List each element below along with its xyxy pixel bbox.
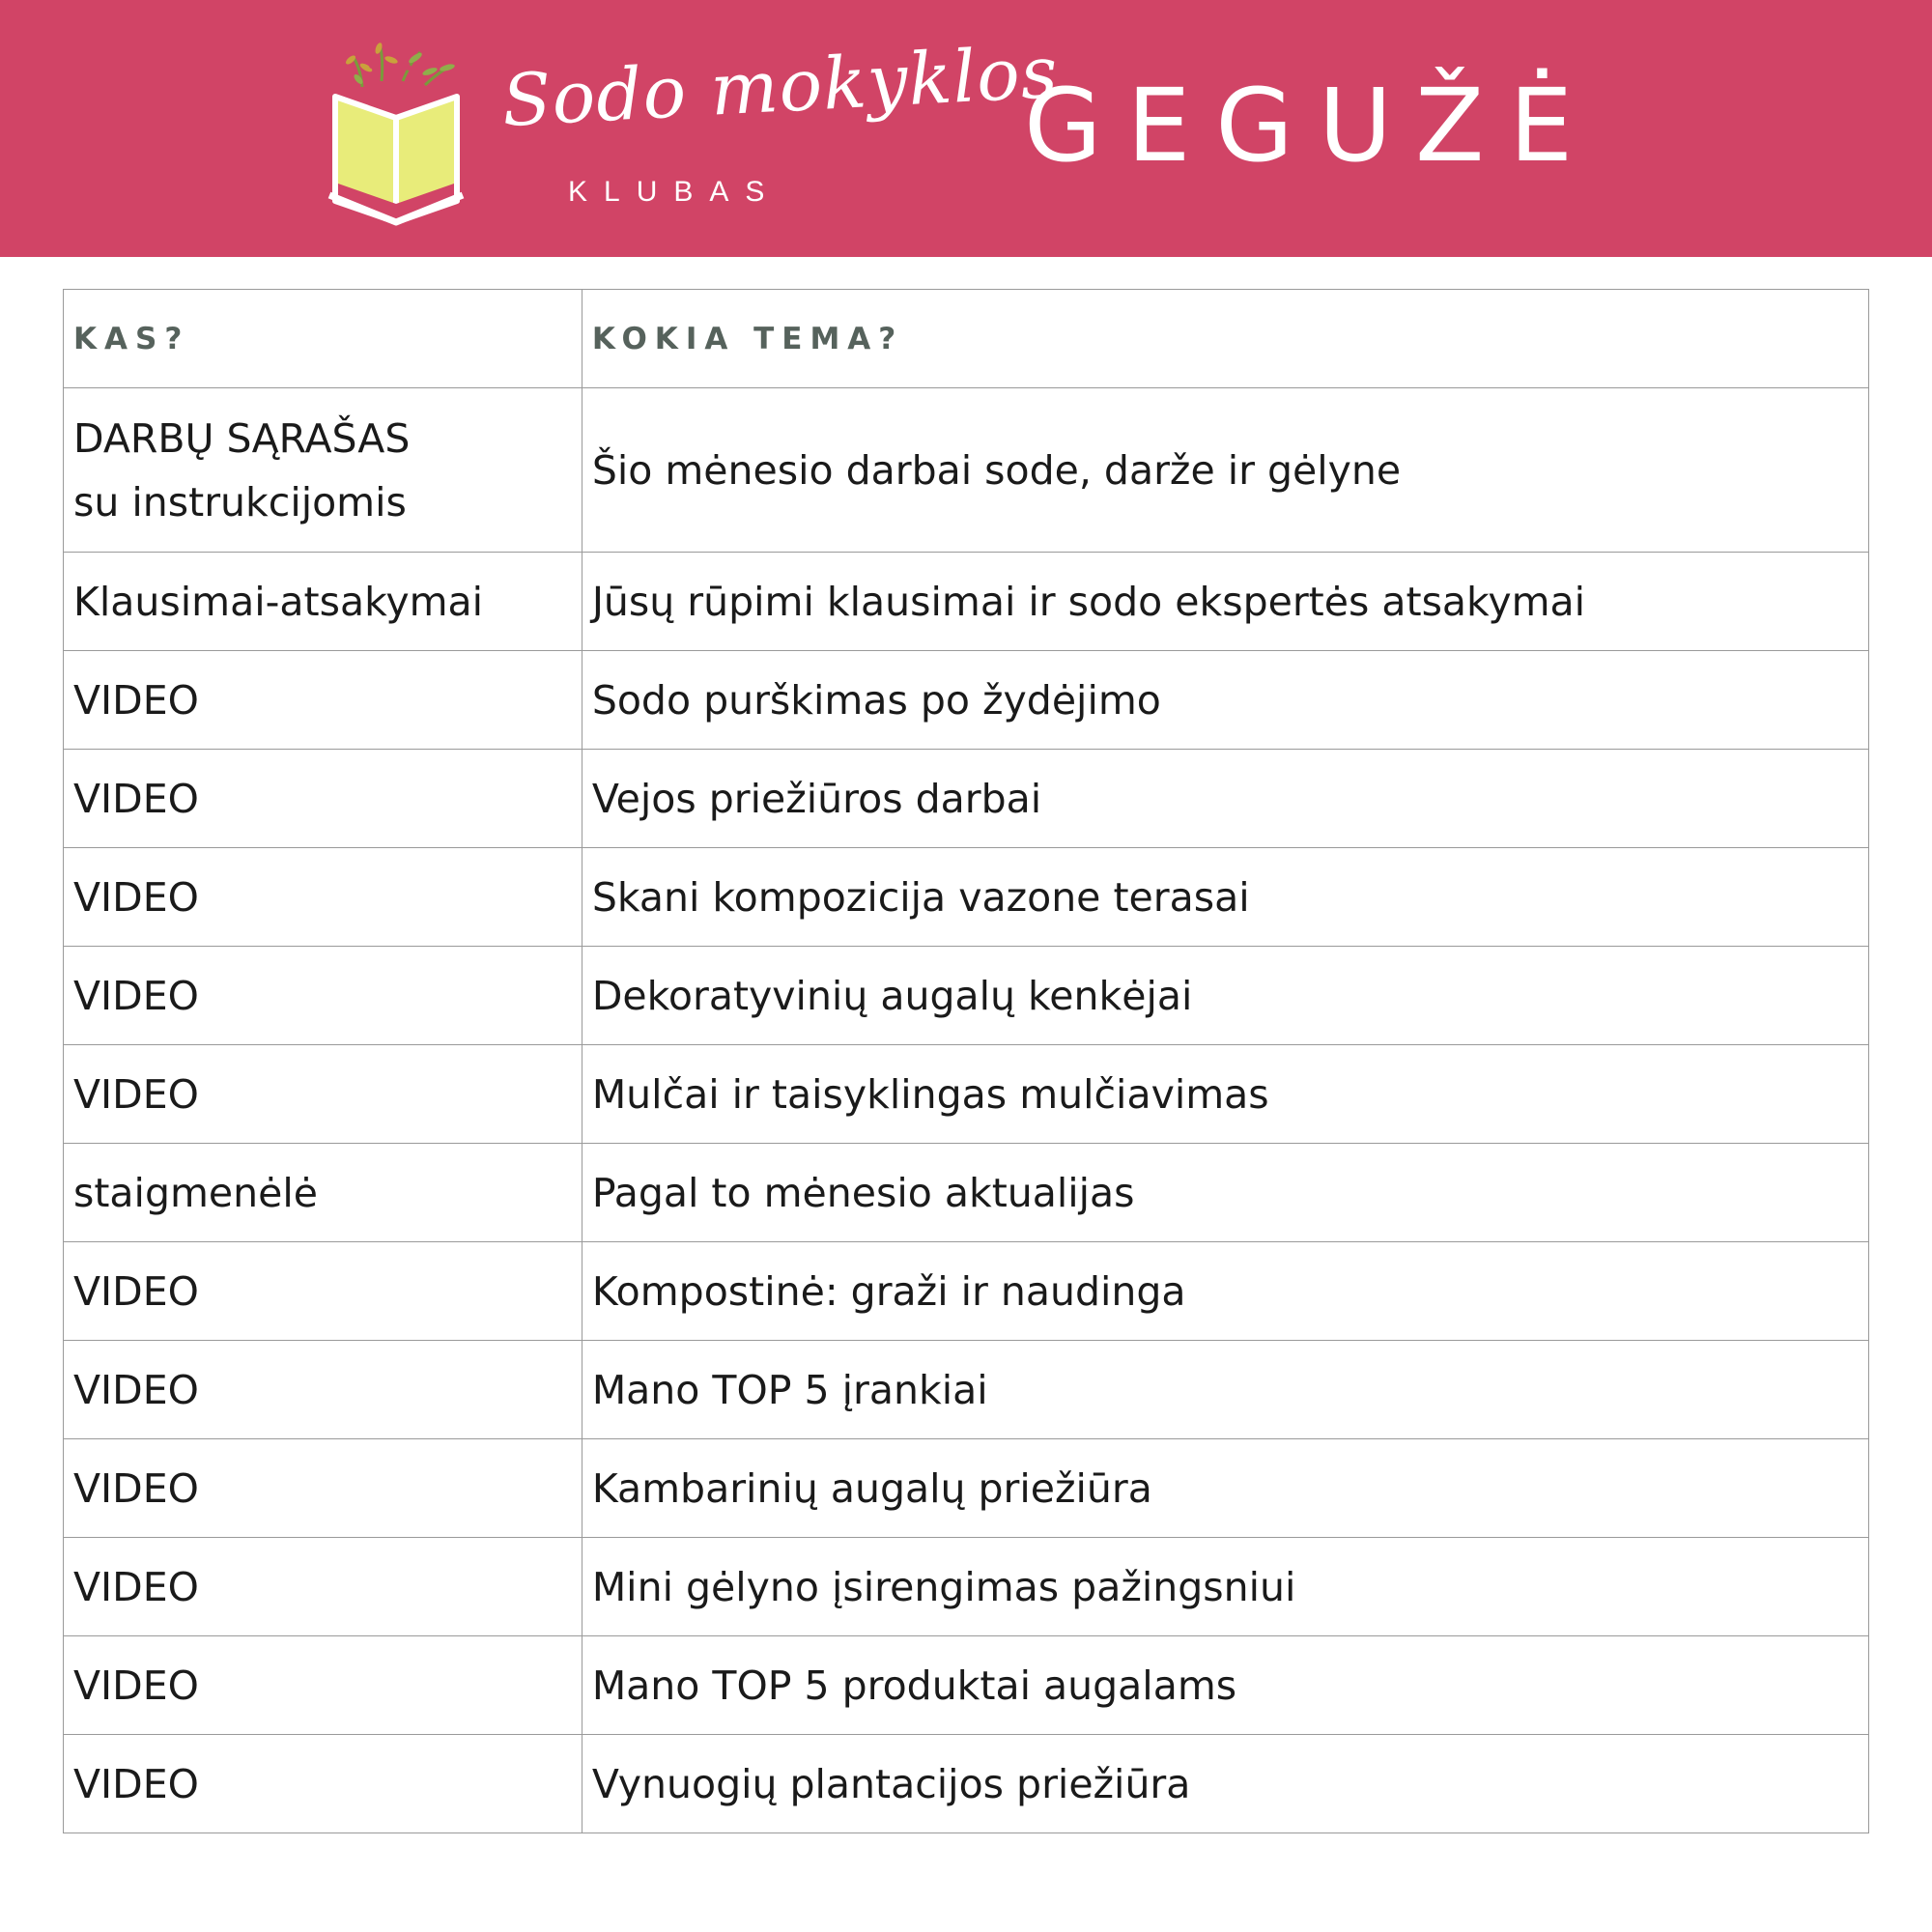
cell-who: VIDEO: [64, 1242, 582, 1341]
cell-who: VIDEO: [64, 1439, 582, 1538]
table-row: [64, 1636, 1869, 1735]
cell-who: VIDEO: [64, 1735, 582, 1833]
table-row: [64, 1439, 1869, 1538]
table-row: [64, 388, 1869, 553]
cell-topic: Mini gėlyno įsirengimas pažingsniui: [582, 1538, 1868, 1636]
cell-who: VIDEO: [64, 1636, 582, 1735]
cell-topic: Pagal to mėnesio aktualijas: [582, 1144, 1868, 1242]
cell-who: VIDEO: [64, 848, 582, 947]
cell-topic: Vejos priežiūros darbai: [582, 750, 1868, 848]
cell-who-line-1: DARBŲ SĄRAŠAS: [73, 414, 411, 462]
table-row: [64, 1242, 1869, 1341]
cell-who: VIDEO: [64, 1538, 582, 1636]
cell-who: [64, 388, 582, 553]
cell-topic: Šio mėnesio darbai sode, darže ir gėlyne: [582, 388, 1868, 553]
cell-who: VIDEO: [64, 750, 582, 848]
cell-who: VIDEO: [64, 1341, 582, 1439]
cell-who: VIDEO: [64, 947, 582, 1045]
cell-topic: Vynuogių plantacijos priežiūra: [582, 1735, 1868, 1833]
open-book-icon: [324, 39, 478, 232]
table-row: [64, 553, 1869, 651]
table-row: [64, 1045, 1869, 1144]
cell-topic: Jūsų rūpimi klausimai ir sodo ekspertės atsakymai: [582, 553, 1868, 651]
cell-topic: Skani kompozicija vazone terasai: [582, 848, 1868, 947]
cell-who: VIDEO: [64, 1045, 582, 1144]
table-row: [64, 1735, 1869, 1833]
logo-script-text: Sodo mokyklos: [499, 30, 1061, 143]
schedule-table: [63, 289, 1869, 1833]
cell-topic: Mano TOP 5 įrankiai: [582, 1341, 1868, 1439]
cell-topic: Dekoratyvinių augalų kenkėjai: [582, 947, 1868, 1045]
cell-who: Klausimai-atsakymai: [64, 553, 582, 651]
column-header-topic: KOKIA TEMA?: [582, 290, 1868, 388]
cell-topic: Kambarinių augalų priežiūra: [582, 1439, 1868, 1538]
cell-who-line-2: su instrukcijomis: [73, 478, 407, 526]
table-header-row: [64, 290, 1869, 388]
table-row: [64, 651, 1869, 750]
cell-who: staigmenėlė: [64, 1144, 582, 1242]
table-row: [64, 1538, 1869, 1636]
column-header-who: KAS?: [64, 290, 582, 388]
cell-topic: Sodo purškimas po žydėjimo: [582, 651, 1868, 750]
table-row: [64, 1144, 1869, 1242]
logo-subtitle: KLUBAS: [568, 176, 781, 208]
table-row: [64, 1341, 1869, 1439]
cell-topic: Mano TOP 5 produktai augalams: [582, 1636, 1868, 1735]
cell-who: VIDEO: [64, 651, 582, 750]
page-title: GEGUŽĖ: [1024, 67, 1599, 185]
cell-topic: Mulčai ir taisyklingas mulčiavimas: [582, 1045, 1868, 1144]
cell-topic: Kompostinė: graži ir naudinga: [582, 1242, 1868, 1341]
table-row: [64, 848, 1869, 947]
table-row: [64, 947, 1869, 1045]
table-row: [64, 750, 1869, 848]
club-logo: [324, 30, 1061, 242]
